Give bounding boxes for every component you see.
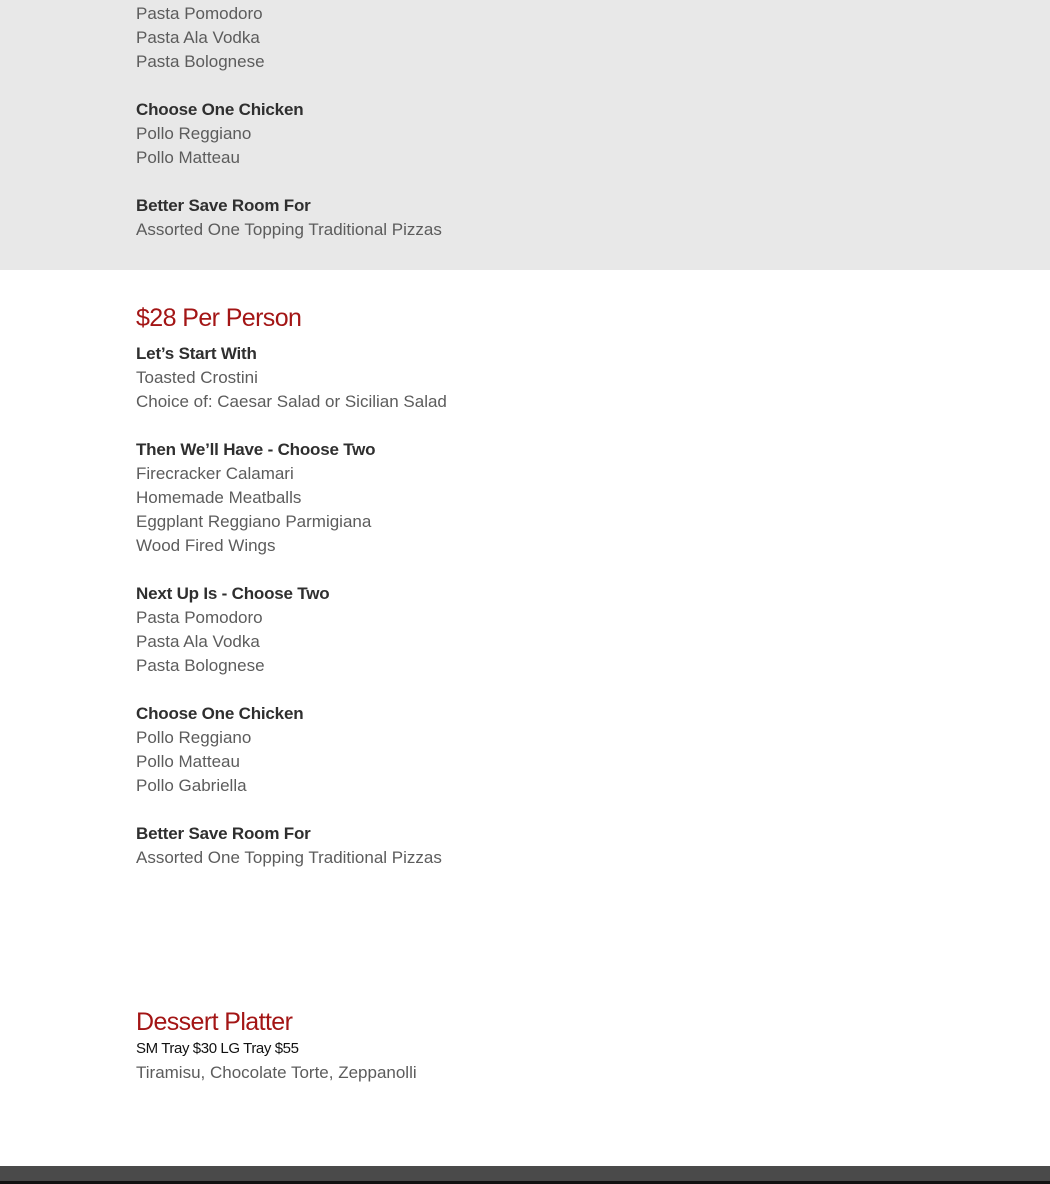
menu-item: Pasta Bolognese [136,52,265,71]
course-heading: Choose One Chicken [136,704,304,723]
menu-item: Choice of: Caesar Salad or Sicilian Salad [136,392,447,411]
menu-item: Pasta Pomodoro [136,4,263,23]
menu-item: Pollo Matteau [136,148,240,167]
menu-item: Assorted One Topping Traditional Pizzas [136,848,442,867]
menu-item: Pollo Gabriella [136,776,247,795]
previous-package-content [136,2,836,242]
menu-item: Pollo Reggiano [136,728,252,747]
course-heading: Choose One Chicken [136,100,304,119]
course-heading: Better Save Room For [136,196,311,215]
course-heading: Then We’ll Have - Choose Two [136,440,376,459]
dessert-items: Tiramisu, Chocolate Torte, Zeppanolli [136,1063,417,1082]
course-heading: Let’s Start With [136,344,257,363]
dessert-prices: SM Tray $30 LG Tray $55 [136,1040,299,1057]
menu-item: Homemade Meatballs [136,488,302,507]
menu-item: Toasted Crostini [136,368,258,387]
menu-item: Pasta Pomodoro [136,608,263,627]
menu-item: Wood Fired Wings [136,536,276,555]
menu-item: Pasta Ala Vodka [136,632,260,651]
dessert-title: Dessert Platter [136,1008,293,1036]
menu-item: Firecracker Calamari [136,464,294,483]
package-28-section [136,303,836,870]
footer-bar [0,1166,1050,1184]
course-heading: Next Up Is - Choose Two [136,584,330,603]
menu-item: Pollo Matteau [136,752,240,771]
menu-item: Eggplant Reggiano Parmigiana [136,512,372,531]
menu-item: Pasta Bolognese [136,656,265,675]
package-title: $28 Per Person [136,304,302,332]
menu-item: Pollo Reggiano [136,124,252,143]
menu-item: Assorted One Topping Traditional Pizzas [136,220,442,239]
dessert-section [136,1007,836,1085]
menu-item: Pasta Ala Vodka [136,28,260,47]
previous-package-section [0,0,1050,270]
course-heading: Better Save Room For [136,824,311,843]
